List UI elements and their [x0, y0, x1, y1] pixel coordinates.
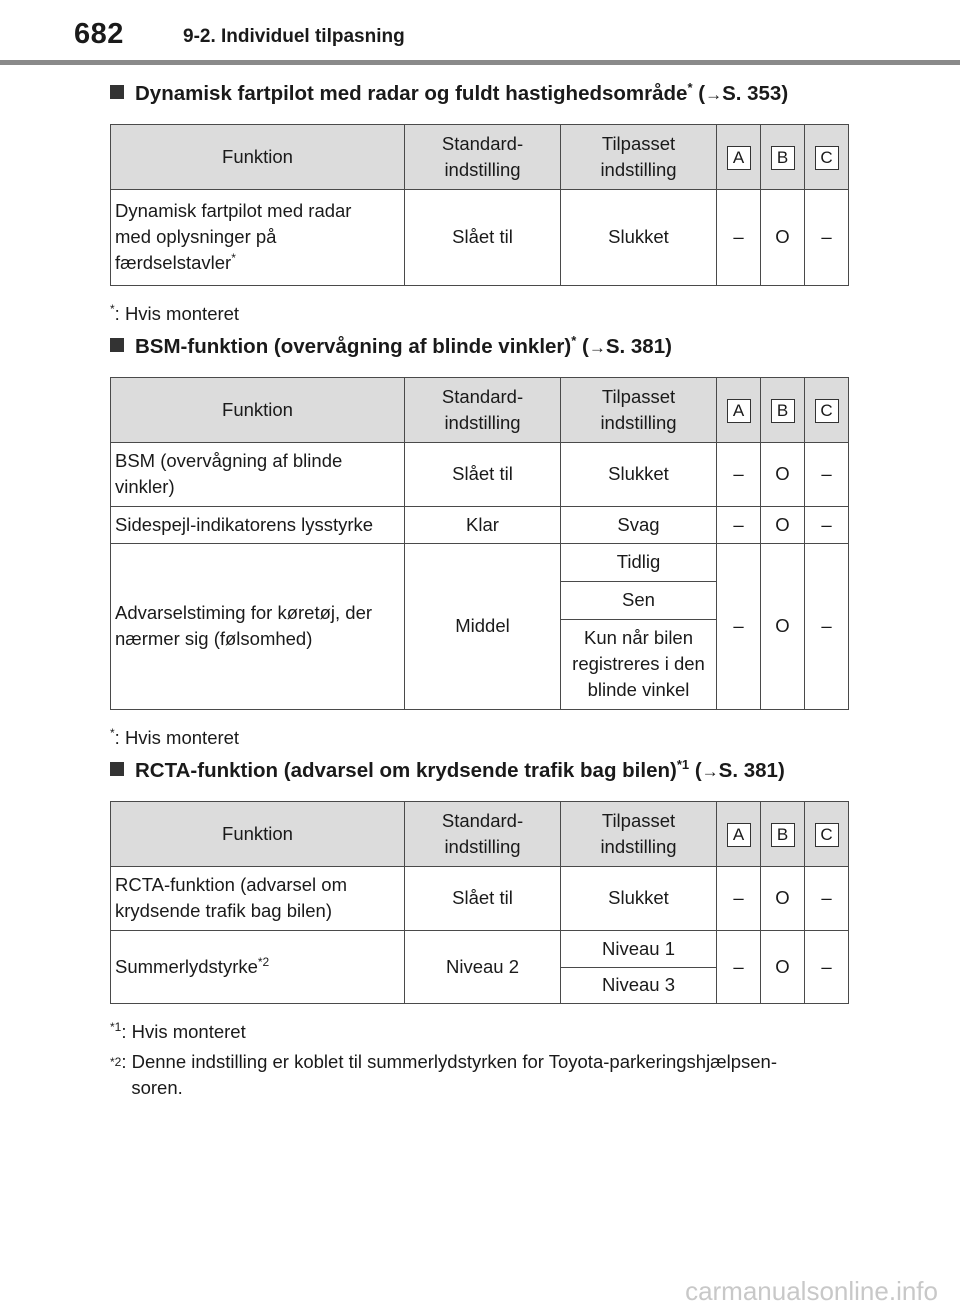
col-custom: Tilpasset indstilling — [561, 801, 717, 866]
table-row — [111, 543, 849, 581]
col-a: A — [717, 124, 761, 189]
arrow-icon: → — [705, 84, 723, 104]
default-cell: Niveau 2 — [405, 930, 561, 1003]
col-c: C — [805, 377, 849, 442]
square-bullet-icon — [110, 338, 124, 352]
function-cell: Advarselstiming for køretøj, der nærmer sig (følsomhed) — [111, 543, 405, 709]
function-cell: BSM (overvågning af blinde vinkler) — [111, 442, 405, 506]
col-c: C — [805, 801, 849, 866]
col-a: A — [717, 801, 761, 866]
custom-option-cell: Niveau 1 — [561, 930, 717, 967]
function-cell: Dynamisk fartpilot med radar med oplysninger på færdselstavler* — [111, 189, 405, 285]
col-b: B — [761, 801, 805, 866]
arrow-icon: → — [588, 337, 606, 357]
page-reference-link[interactable]: S. 381 — [718, 758, 778, 782]
table-header-row — [111, 377, 849, 442]
footnote: *: Hvis monteret — [110, 725, 240, 748]
col-function: Funktion — [111, 124, 405, 189]
heading-text: Dynamisk fartpilot med radar og fuldt hastighedsområde — [135, 81, 688, 105]
custom-option-cell: Tidlig — [561, 543, 717, 581]
settings-table — [110, 124, 849, 286]
c-cell: – — [805, 442, 849, 506]
header-rule — [0, 60, 960, 65]
a-cell: – — [717, 506, 761, 543]
custom-option-cell: Kun når bilen registreres i den blinde vinkel — [561, 619, 717, 709]
heading-text: BSM-funktion (overvågning af blinde vinkler) — [135, 334, 572, 358]
col-a: A — [717, 377, 761, 442]
c-cell: – — [805, 930, 849, 1003]
section-dynamic-cruise — [110, 80, 850, 327]
custom-option-cell: Sen — [561, 581, 717, 619]
table-row — [111, 442, 849, 506]
heading-sup: * — [571, 333, 577, 348]
default-cell: Slået til — [405, 189, 561, 285]
page-reference-link[interactable]: S. 381 — [605, 334, 666, 358]
custom-cell: Slukket — [561, 866, 717, 930]
section-rcta — [110, 757, 850, 1101]
col-custom: Tilpasset indstilling — [561, 377, 717, 442]
custom-cell: Svag — [561, 506, 717, 543]
b-cell: O — [761, 543, 805, 709]
section-heading: BSM-funktion (overvågning af blinde vinkler)* (→S. 381) — [110, 333, 850, 359]
default-cell: Slået til — [405, 866, 561, 930]
col-default: Standard- indstilling — [405, 124, 561, 189]
default-cell: Klar — [405, 506, 561, 543]
c-cell: – — [805, 506, 849, 543]
a-cell: – — [717, 930, 761, 1003]
a-cell: – — [717, 189, 761, 285]
col-c: C — [805, 124, 849, 189]
footnote: *: Hvis monteret — [110, 301, 240, 324]
c-cell: – — [805, 866, 849, 930]
table-header-row — [111, 801, 849, 866]
arrow-icon: → — [701, 761, 719, 781]
table-row — [111, 506, 849, 543]
table-row — [111, 866, 849, 930]
c-cell: – — [805, 543, 849, 709]
section-title: 9-2. Individuel tilpasning — [183, 26, 405, 47]
heading-sup: * — [687, 80, 693, 95]
b-cell: O — [761, 930, 805, 1003]
a-cell: – — [717, 442, 761, 506]
function-cell: Sidespejl-indikatorens lysstyrke — [111, 506, 405, 543]
section-heading: RCTA-funktion (advarsel om krydsende trafik bag bilen)$^{*1}$ (→S. 381) — [110, 757, 850, 783]
col-b: B — [761, 377, 805, 442]
col-b: B — [761, 124, 805, 189]
function-cell: RCTA-funktion (advarsel om krydsende trafik bag bilen) — [111, 866, 405, 930]
page-reference-link[interactable]: S. 353 — [722, 81, 782, 105]
table-header-row — [111, 124, 849, 189]
settings-table — [110, 801, 849, 1004]
custom-option-cell: Niveau 3 — [561, 967, 717, 1003]
col-custom: Tilpasset indstilling — [561, 124, 717, 189]
b-cell: O — [761, 442, 805, 506]
default-cell: Slået til — [405, 442, 561, 506]
col-default: Standard- indstilling — [405, 377, 561, 442]
col-default: Standard- indstilling — [405, 801, 561, 866]
b-cell: O — [761, 866, 805, 930]
table-row — [111, 189, 849, 285]
function-cell: Summerlydstyrke$^{*2}$ — [111, 930, 405, 1003]
custom-cell: Slukket — [561, 442, 717, 506]
b-cell: O — [761, 506, 805, 543]
heading-sup: *1 — [676, 757, 690, 772]
b-cell: O — [761, 189, 805, 285]
watermark: carmanualsonline.info — [685, 1276, 938, 1306]
page-number: 682 — [74, 18, 124, 50]
col-function: Funktion — [111, 377, 405, 442]
c-cell: – — [805, 189, 849, 285]
section-heading: Dynamisk fartpilot med radar og fuldt hastighedsområde* (→S. 353) — [110, 80, 850, 106]
square-bullet-icon — [110, 762, 124, 776]
default-cell: Middel — [405, 543, 561, 709]
col-function: Funktion — [111, 801, 405, 866]
a-cell: – — [717, 866, 761, 930]
table-row — [111, 930, 849, 967]
footnote: $^{*2}$ : Denne indstilling er koblet til summerlydstyrken for Toyota-parkeringshjælpsen- soren. — [110, 1050, 778, 1098]
a-cell: – — [717, 543, 761, 709]
square-bullet-icon — [110, 85, 124, 99]
heading-text: RCTA-funktion (advarsel om krydsende trafik bag bilen) — [135, 758, 677, 782]
settings-table — [110, 377, 849, 710]
section-bsm — [110, 333, 850, 751]
footnote: $^{*1}$: Hvis monteret — [110, 1019, 246, 1042]
custom-cell: Slukket — [561, 189, 717, 285]
